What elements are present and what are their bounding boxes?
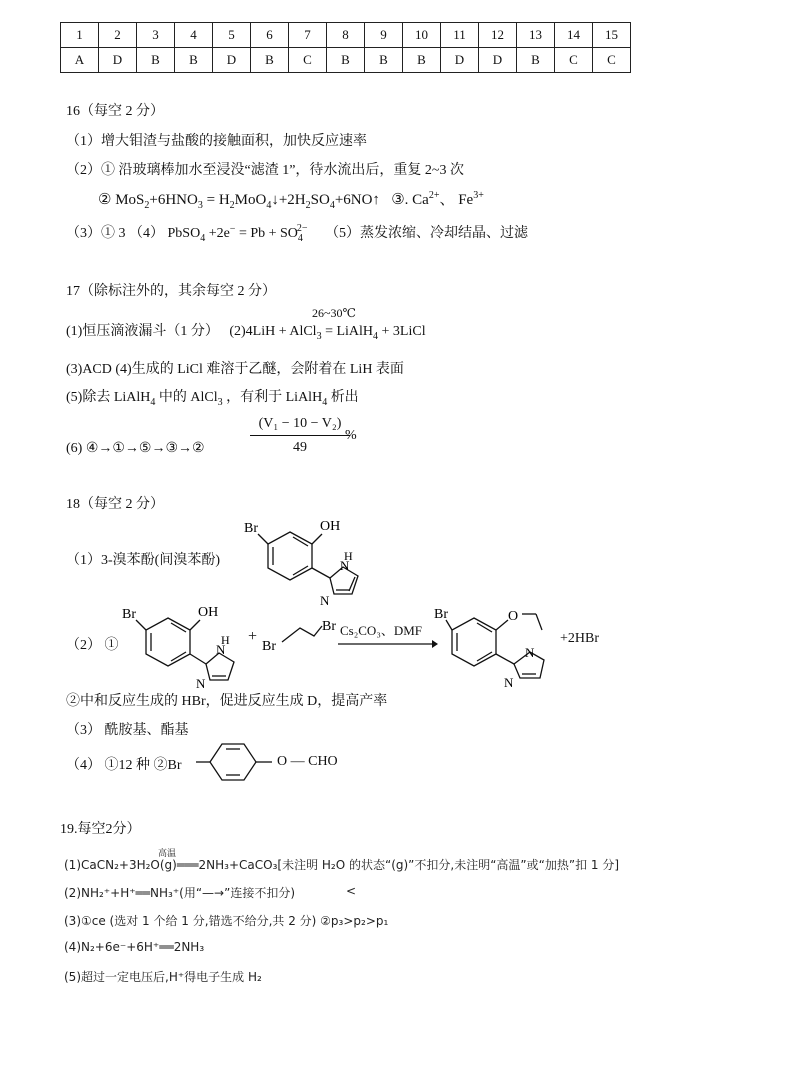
structure-product xyxy=(434,590,564,695)
q18-line5: （4） ①12 种 ②Br xyxy=(66,758,182,773)
question-number-cell: 12 xyxy=(479,23,517,48)
structure-dibromoethane xyxy=(262,612,342,652)
structure-reactant xyxy=(118,596,268,696)
answer-cell: C xyxy=(555,48,593,73)
eq-part: +2e xyxy=(208,226,230,241)
question-number-cell: 11 xyxy=(441,23,479,48)
q17-line3: (5)除去 LiAlH$_4$ 中的 AlCl$_3$ ，有利于 LiAlH$_4$ 析出 xyxy=(66,390,359,408)
atom-br: Br xyxy=(244,521,258,536)
eq-part: = LiAlH xyxy=(325,324,374,339)
q18-line2: （2） ① xyxy=(66,638,119,653)
structure-para-phenylene xyxy=(196,740,276,784)
eq-part: (1)恒压滴液漏斗（1 分） xyxy=(66,324,219,339)
fraction-unit: % xyxy=(345,428,357,443)
answer-cell: A xyxy=(61,48,99,73)
question-number-cell: 1 xyxy=(61,23,99,48)
q19-line2-symbol: < xyxy=(346,884,357,898)
reaction-conditions: Cs₂CO₃、DMF xyxy=(340,623,423,638)
answer-cell: D xyxy=(441,48,479,73)
atom-o: O xyxy=(508,609,519,624)
answer-number-row xyxy=(61,23,631,48)
question-number-cell: 8 xyxy=(327,23,365,48)
reaction-arrow xyxy=(338,638,438,650)
eq-part: ↓+2H xyxy=(271,192,306,208)
eq-part: (2)4LiH + AlCl xyxy=(229,324,317,339)
product-byproduct: +2HBr xyxy=(560,631,600,646)
q17-line4: (6) ④→①→⑤→③→② xyxy=(66,441,205,456)
answer-cell: B xyxy=(403,48,441,73)
answer-cell: D xyxy=(479,48,517,73)
eq-part: SO xyxy=(310,192,330,208)
q16-header: 16（每空 2 分） xyxy=(66,104,164,119)
plus-sign: + xyxy=(248,628,258,645)
atom-n: N xyxy=(525,645,535,660)
eq-part: + 3LiCl xyxy=(381,324,426,339)
question-number-cell: 4 xyxy=(175,23,213,48)
atom-br: Br xyxy=(262,639,276,652)
q17-condition: 26~30℃ xyxy=(312,306,356,320)
question-number-cell: 10 xyxy=(403,23,441,48)
q18-line1: （1）3-溴苯酚(间溴苯酚) xyxy=(66,553,220,568)
q16-line2: （2）① 沿玻璃棒加水至浸没“滤渣 1”，待水流出后，重复 2~3 次 xyxy=(66,163,465,178)
atom-n: N xyxy=(340,558,350,573)
eq-part: = Pb + SO xyxy=(238,226,298,241)
answer-cell: C xyxy=(593,48,631,73)
answer-cell: D xyxy=(213,48,251,73)
atom-br: Br xyxy=(322,619,336,634)
q19-condition: 高温 xyxy=(158,849,177,859)
answer-cell: B xyxy=(175,48,213,73)
question-number-cell: 3 xyxy=(137,23,175,48)
q16-equation: ② $MoS_2+6HNO_3$ = $H_2MoO_4↓+2H_2SO_4+6NO↑$ ③. $Ca^{2+}$、 $Fe^{3+}$ xyxy=(98,190,484,211)
question-number-cell: 14 xyxy=(555,23,593,48)
answer-cell: B xyxy=(327,48,365,73)
eq-part: +6NO↑ xyxy=(334,192,380,208)
q19-line2: (2)NH₂⁺+H⁺══NH₃⁺(用“—→”连接不扣分) xyxy=(64,886,296,900)
q18-line4: （3） 酰胺基、酯基 xyxy=(66,723,189,738)
fraction-denominator: 49 xyxy=(293,440,307,455)
atom-h: H xyxy=(221,633,230,647)
eq-part: (5)除去 LiAlH xyxy=(66,390,151,405)
question-number-cell: 15 xyxy=(593,23,631,48)
answer-cell: C xyxy=(289,48,327,73)
eq-part: ② MoS xyxy=(98,192,145,208)
q18-line3: ②中和反应生成的 HBr，促进反应生成 D，提高产率 xyxy=(66,694,388,709)
atom-n: N xyxy=(320,593,330,608)
atom-oh: OH xyxy=(198,605,219,620)
atom-n: N xyxy=(216,642,226,657)
eq-part: （5）蒸发浓缩、冷却结晶、过滤 xyxy=(325,226,529,241)
atom-br: Br xyxy=(122,607,136,622)
eq-part: +6HNO xyxy=(149,192,198,208)
q19-line1: (1)CaCN₂+3H₂O(g)═══2NH₃+CaCO₃[未注明 H₂O 的状态“(g)”不扣分,未注明“高温”或“加热”扣 1 分] xyxy=(64,858,620,872)
q19-line4: (4)N₂+6e⁻+6H⁺══2NH₃ xyxy=(64,940,205,954)
eq-part: = H xyxy=(206,192,230,208)
q17-header: 17（除标注外的，其余每空 2 分） xyxy=(66,284,276,299)
eq-part: ③. Ca xyxy=(391,192,429,208)
atom-n: N xyxy=(504,675,514,690)
question-number-cell: 7 xyxy=(289,23,327,48)
eq-part: ，有利于 LiAlH xyxy=(226,390,323,405)
q18-header: 18（每空 2 分） xyxy=(66,497,164,512)
answer-cell: B xyxy=(137,48,175,73)
question-number-cell: 5 xyxy=(213,23,251,48)
question-number-cell: 6 xyxy=(251,23,289,48)
eq-part: MoO xyxy=(234,192,267,208)
atom-oh: OH xyxy=(320,519,341,534)
question-number-cell: 9 xyxy=(365,23,403,48)
question-number-cell: 13 xyxy=(517,23,555,48)
atom-h: H xyxy=(344,549,353,563)
q19-line5: (5)超过一定电压后,H⁺得电子生成 H₂ xyxy=(64,970,262,984)
atom-br: Br xyxy=(434,607,448,622)
answer-cell: B xyxy=(365,48,403,73)
answer-table xyxy=(60,22,631,73)
answer-cell: D xyxy=(99,48,137,73)
q18-ester-group: O — CHO xyxy=(277,754,338,769)
answer-letter-row xyxy=(61,48,631,73)
q16-line4: （3）① 3 （4） PbSO$_4$ $+2e^- = Pb + SO_4^{2-}$ （5）蒸发浓缩、冷却结晶、过滤 xyxy=(66,223,529,244)
eq-part: （3）① 3 （4） PbSO xyxy=(66,226,201,241)
q17-line1: (1)恒压滴液漏斗（1 分） (2)4LiH + AlCl$_3$ = LiAlH$_4$ + 3LiCl xyxy=(66,324,426,342)
q19-header: 19.每空2分） xyxy=(60,822,141,837)
q16-line1: （1）增大钼渣与盐酸的接触面积，加快反应速率 xyxy=(66,134,367,149)
eq-part: 析出 xyxy=(330,390,359,405)
fraction-numerator: (V₁ − 10 − V₂) xyxy=(250,416,350,436)
atom-n: N xyxy=(196,676,206,691)
answer-cell: B xyxy=(517,48,555,73)
q19-line3: (3)①ce (选对 1 个给 1 分,错选不给分,共 2 分) ②p₃>p₂>p₁ xyxy=(64,914,389,928)
question-number-cell: 2 xyxy=(99,23,137,48)
answer-cell: B xyxy=(251,48,289,73)
q17-line2: (3)ACD (4)生成的 LiCl 难溶于乙醚，会附着在 LiH 表面 xyxy=(66,362,404,377)
eq-part: 中的 AlCl xyxy=(158,390,218,405)
fraction xyxy=(250,416,350,456)
eq-part: 、 Fe xyxy=(439,192,474,208)
